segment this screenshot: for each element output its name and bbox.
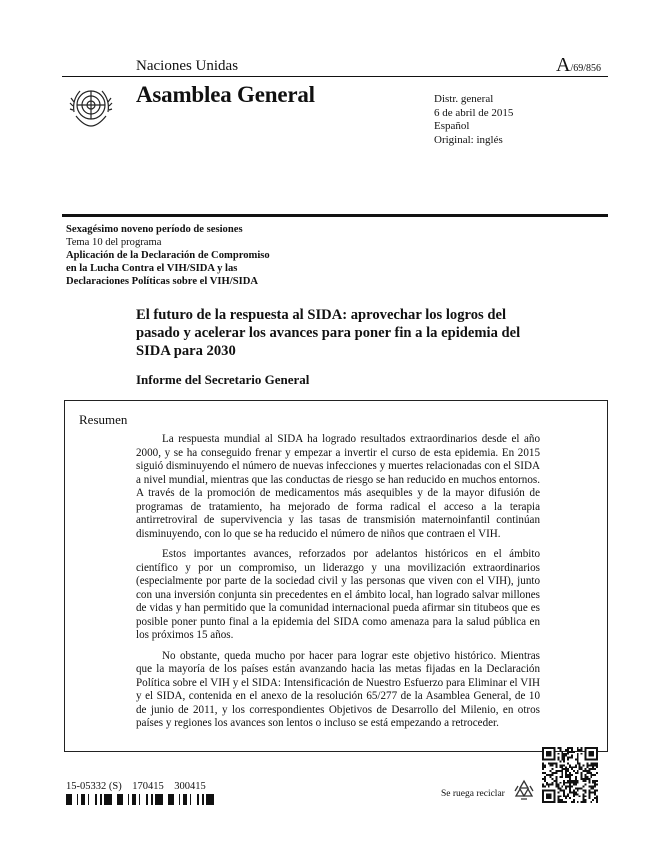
- summary-body: [136, 433, 540, 738]
- distribution-date: 6 de abril de 2015: [434, 106, 514, 119]
- header-rule: [62, 76, 608, 77]
- summary-label: Resumen: [79, 412, 128, 427]
- barcode-icon: [66, 794, 218, 805]
- distribution-language: Español: [434, 120, 470, 132]
- distribution-line: Distr. general: [434, 93, 494, 105]
- qr-code-icon: [542, 747, 598, 803]
- summary-paragraph-3: No obstante, queda mucho por hacer para lograr este objetivo histórico. Mientras que la mayoría de los países están avanzando hacia las metas fijadas en la Declaración Política sobre el VIH y el SIDA: Intensificación de Nuestro Esfuerzo para Eliminar el VIH y el SIDA, contenida en el anexo de la resolución 65/277 de la Asamblea General, de 10 de junio de 2011, y los correspondientes Objetivos de Desarrollo del Milenio, en otros países y regiones los avances son lentos o incluso se está empezando a retroceder.: [136, 649, 540, 729]
- distribution-original: Original: inglés: [434, 133, 503, 146]
- agenda-item-title-2: en la Lucha Contra el VIH/SIDA y las: [66, 263, 238, 274]
- summary-paragraph-1: La respuesta mundial al SIDA ha logrado resultados extraordinarios desde el año 2000, y se ha conseguido frenar y empezar a invertir el curso de esta epidemia. En 2015 siguió disminuyendo el número de nuevas infecciones y muertes relacionadas con el SIDA a nivel mundial, mientras que las conductas de riesgo se han reducido en muchos entornos. A través de la promoción de medicamentos más asequibles y de la mayor difusión de programas de tratamiento, ha mejorado de forma radical el acceso a la terapia antirretroviral de supervivencia y las tasas de transmisión maternoinfantil continúan disminuyendo, con lo que se ha reducido el número de niños que contraen el VIH.: [136, 433, 540, 540]
- distribution-info: [434, 93, 513, 147]
- recycle-icon: [512, 778, 536, 802]
- document-symbol: [556, 54, 601, 77]
- un-emblem-icon: [66, 82, 116, 132]
- agenda-block: [66, 223, 366, 288]
- session-name: Sexagésimo noveno período de sesiones: [66, 224, 243, 235]
- agenda-item-title-1: Aplicación de la Declaración de Compromiso: [66, 250, 270, 261]
- agenda-item-title-3: Declaraciones Políticas sobre el VIH/SIDA: [66, 276, 259, 287]
- agenda-item: Tema 10 del programa: [66, 237, 162, 248]
- section-rule: [62, 214, 608, 217]
- document-subtitle: Informe del Secretario General: [136, 372, 310, 387]
- organization-name: Naciones Unidas: [136, 58, 239, 74]
- symbol-letter: A: [556, 54, 571, 76]
- document-code: 15-05332 (S) 170415 300415: [66, 781, 206, 792]
- document-title: El futuro de la respuesta al SIDA: aprovechar los logros del pasado y acelerar los avances para poner fin a la epidemia del SIDA para 2030: [136, 307, 521, 359]
- assembly-title: Asamblea General: [136, 82, 315, 107]
- recycle-note: Se ruega reciclar: [441, 789, 505, 799]
- summary-paragraph-2: Estos importantes avances, reforzados por adelantos históricos en el ámbito científico y por un compromiso, un liderazgo y una movilización extraordinarios (especialmente por parte de la sociedad civil y las personas que viven con el VIH), junto con una inversión conjunta sin precedentes en el ámbito local, han logrado salvar millones de vidas y han permitido que la comunidad internacional pueda afirmar sin titubeos que es posible poner punto final a la epidemia del SIDA como amenaza para la salud pública en los próximos 15 años.: [136, 548, 540, 641]
- symbol-number: /69/856: [570, 63, 602, 74]
